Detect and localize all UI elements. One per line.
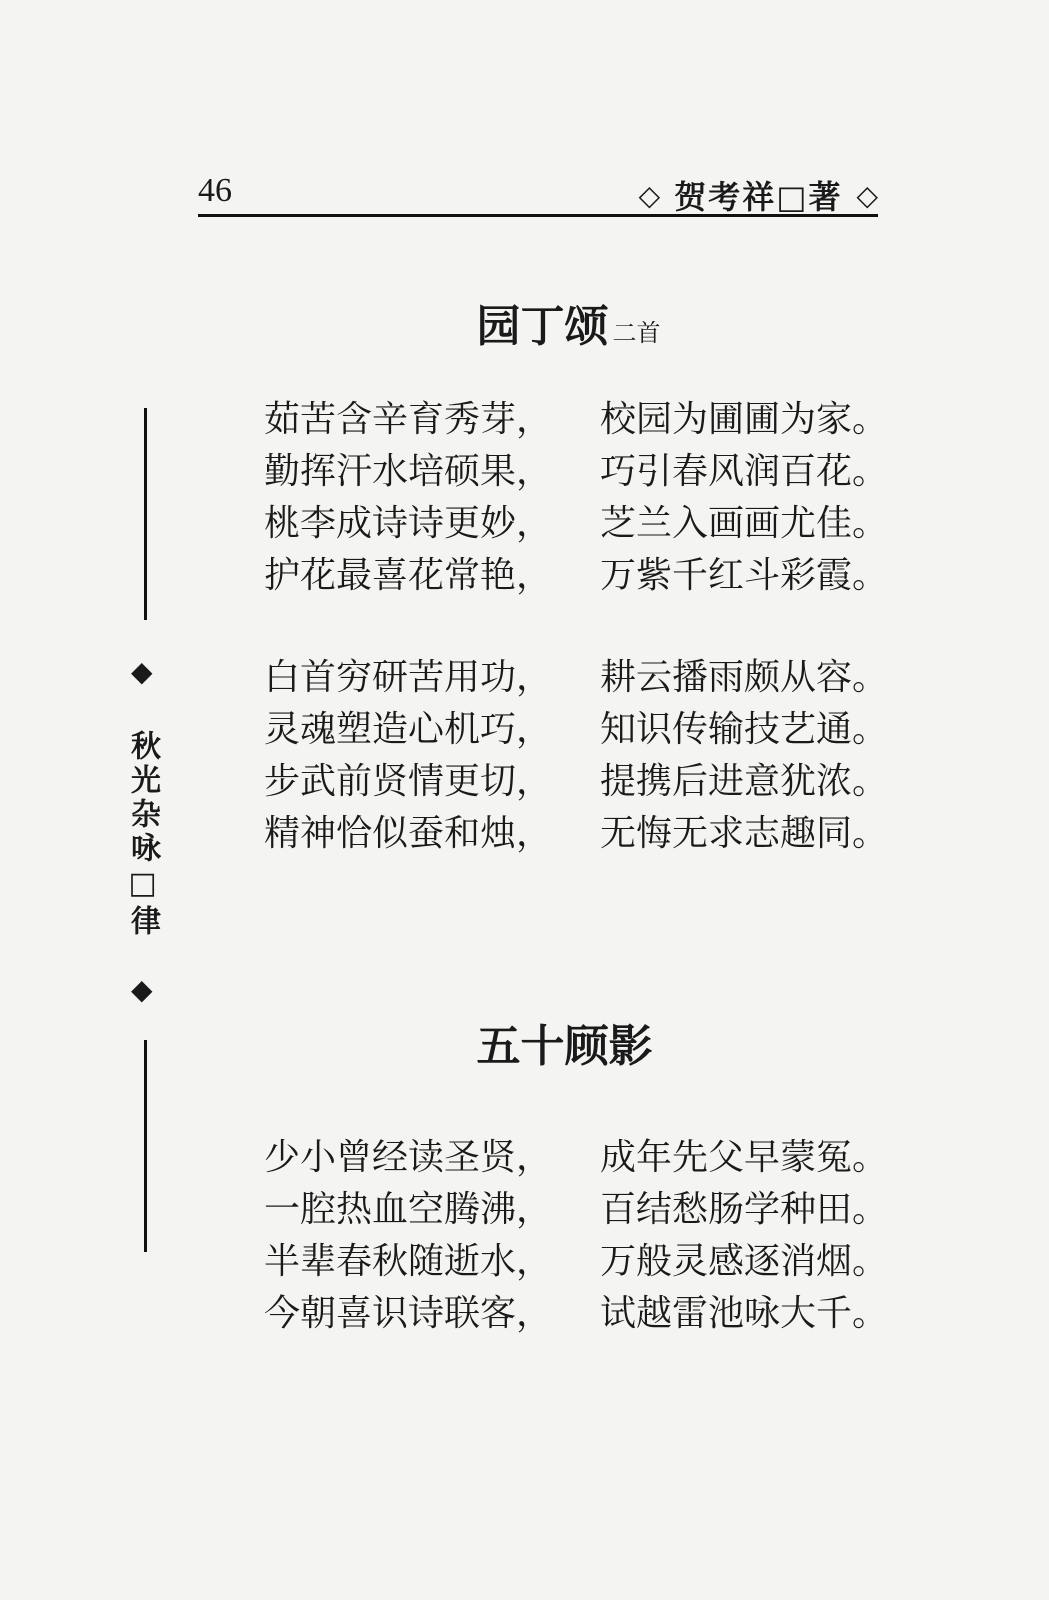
poem-subtitle: 二首 <box>612 319 661 347</box>
line-first-half: 今朝喜识诗联客， <box>264 1292 553 1334</box>
poem-stanza <box>264 648 889 856</box>
diamond-outline-icon: ◇ <box>638 178 661 212</box>
side-running-title: 秋光杂咏□律 <box>125 730 160 939</box>
line-second-half: 成年先父早蒙冤。 <box>600 1136 889 1178</box>
line-first-half: 勤挥汗水培硕果， <box>264 450 553 492</box>
poem-line <box>264 442 889 494</box>
poem-stanza <box>264 390 889 598</box>
poem-line <box>264 1232 889 1284</box>
line-first-half: 护花最喜花常艳， <box>264 554 553 596</box>
line-second-half: 芝兰入画画尤佳。 <box>600 502 889 544</box>
line-first-half: 精神恰似蚕和烛， <box>264 812 553 854</box>
header-author-block <box>639 172 878 218</box>
line-first-half: 白首穷研苦用功， <box>264 656 553 698</box>
side-rule-top <box>144 408 147 620</box>
line-second-half: 试越雷池咏大千。 <box>600 1292 889 1334</box>
poem-line <box>264 804 889 856</box>
poem-line <box>264 546 889 598</box>
poem-title-text: 五十顾影 <box>476 1021 653 1072</box>
line-second-half: 无悔无求志趣同。 <box>600 812 889 854</box>
page-number: 46 <box>198 172 232 209</box>
line-first-half: 茹苦含辛育秀芽， <box>264 398 553 440</box>
poem-stanza <box>264 1128 889 1336</box>
line-first-half: 灵魂塑造心机巧， <box>264 708 553 750</box>
line-second-half: 百结愁肠学种田。 <box>600 1188 889 1230</box>
diamond-filled-icon: ◆ <box>131 655 153 688</box>
line-first-half: 半辈春秋随逝水， <box>264 1240 553 1282</box>
poem-line <box>264 1128 889 1180</box>
page-header <box>198 168 878 217</box>
line-first-half: 桃李成诗诗更妙， <box>264 502 553 544</box>
diamond-outline-icon: ◇ <box>856 178 878 212</box>
poem-line <box>264 390 889 442</box>
poem-line <box>264 1284 889 1336</box>
line-second-half: 提携后进意犹浓。 <box>600 760 889 802</box>
poem-title <box>0 290 1049 354</box>
author-name: 贺考祥□著 <box>674 178 843 216</box>
poem-line <box>264 494 889 546</box>
line-second-half: 万般灵感逐消烟。 <box>600 1240 889 1282</box>
poem-line <box>264 648 889 700</box>
poem-title <box>0 1010 1049 1074</box>
poem-title-text: 园丁颂 <box>476 301 609 352</box>
line-second-half: 知识传输技艺通。 <box>600 708 889 750</box>
line-second-half: 耕云播雨颇从容。 <box>600 656 889 698</box>
line-second-half: 校园为圃圃为家。 <box>600 398 889 440</box>
diamond-filled-icon: ◆ <box>131 973 153 1006</box>
line-second-half: 万紫千红斗彩霞。 <box>600 554 889 596</box>
line-first-half: 步武前贤情更切， <box>264 760 553 802</box>
line-second-half: 巧引春风润百花。 <box>600 450 889 492</box>
poem-line <box>264 752 889 804</box>
poem-line <box>264 700 889 752</box>
line-first-half: 一腔热血空腾沸， <box>264 1188 553 1230</box>
poem-line <box>264 1180 889 1232</box>
line-first-half: 少小曾经读圣贤， <box>264 1136 553 1178</box>
